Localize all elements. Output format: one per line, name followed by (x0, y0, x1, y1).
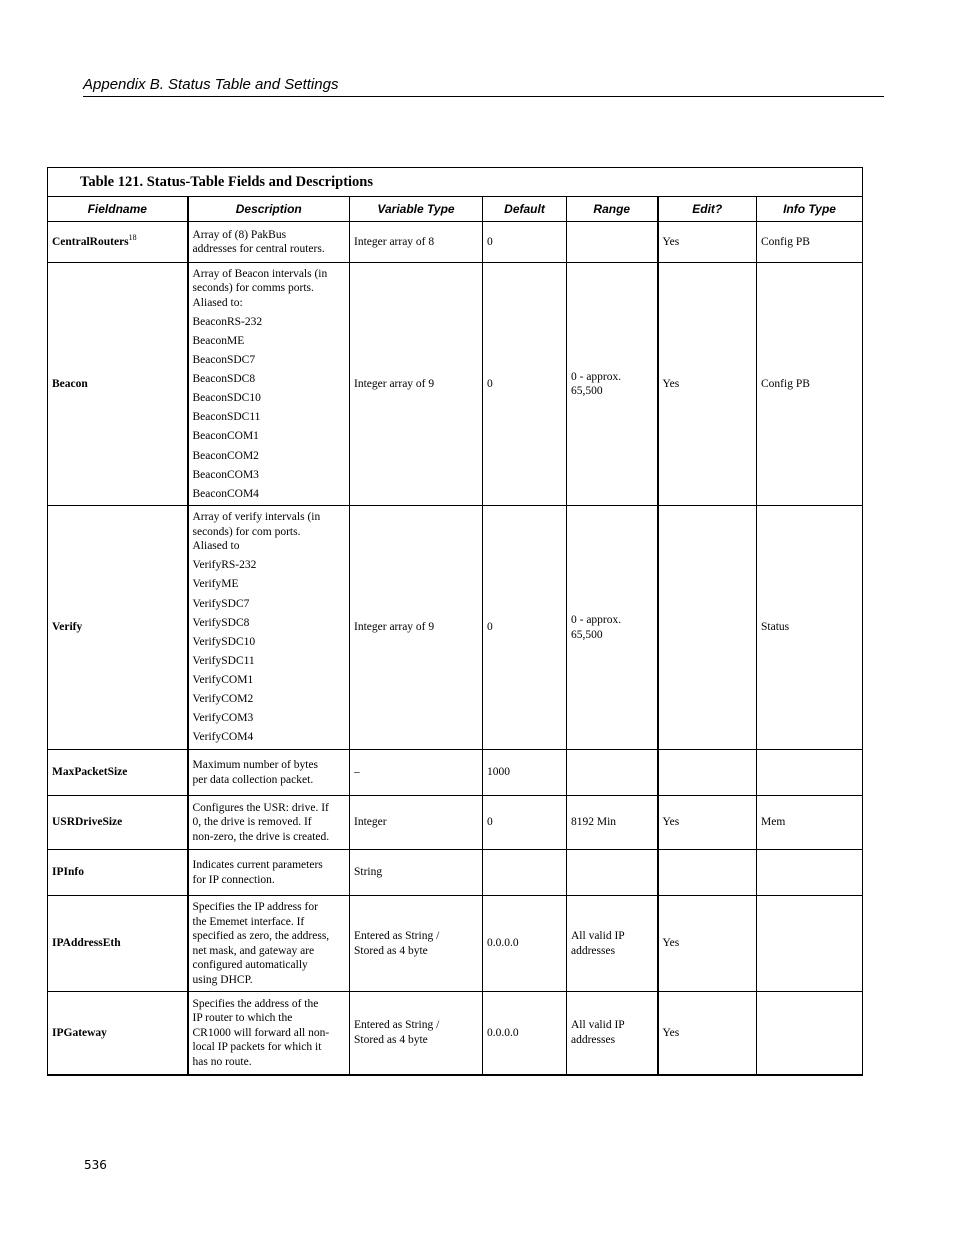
cell-edit (658, 850, 757, 896)
cell-line: VerifySDC11 (192, 654, 255, 667)
cell-line: Configures the USR: drive. If (192, 801, 329, 814)
cell-line: BeaconCOM2 (192, 449, 259, 462)
cell-line: VerifyRS-232 (192, 559, 257, 572)
cell-line: VerifySDC7 (192, 597, 250, 610)
cell-line: Aliased to: (192, 296, 243, 309)
table-header-row (48, 197, 863, 222)
cell-description (188, 992, 350, 1075)
cell-range (567, 992, 658, 1075)
column-header-fieldname: Fieldname (48, 197, 188, 222)
cell-info-type (757, 750, 863, 796)
cell-info-type (757, 896, 863, 992)
footnote-mark: 18 (128, 232, 137, 242)
cell-info-type: Status (757, 506, 863, 750)
cell-fieldname (48, 263, 188, 506)
column-header-info-type: Info Type (757, 197, 863, 222)
cell-line: CR1000 will forward all non- (192, 1026, 330, 1039)
cell-description (188, 750, 350, 796)
cell-variable-type (350, 750, 483, 796)
cell-line: addresses (571, 944, 616, 957)
cell-line: addresses for central routers. (192, 243, 325, 255)
cell-description (188, 506, 350, 750)
cell-line: specified as zero, the address, (192, 930, 330, 942)
cell-line: seconds) for com ports. (192, 525, 301, 538)
cell-fieldname (48, 506, 188, 750)
cell-line: Stored as 4 byte (354, 944, 428, 957)
column-header-description: Description (188, 197, 350, 222)
cell-variable-type (350, 992, 483, 1075)
cell-fieldname (48, 850, 188, 896)
cell-line: 8192 Min (571, 816, 617, 829)
cell-line: local IP packets for which it (192, 1041, 322, 1053)
fieldname-text: MaxPacketSize (52, 766, 128, 779)
cell-line: addresses (571, 1033, 616, 1046)
column-header-variable-type: Variable Type (350, 197, 483, 222)
cell-variable-type (350, 506, 483, 750)
cell-default: 0.0.0.0 (483, 992, 567, 1075)
cell-info-type (757, 850, 863, 896)
cell-line: VerifyCOM4 (192, 731, 254, 744)
cell-fieldname (48, 796, 188, 850)
cell-variable-type (350, 263, 483, 506)
column-header-edit: Edit? (658, 197, 757, 222)
cell-line: has no route. (192, 1055, 252, 1068)
cell-default: 0 (483, 263, 567, 506)
cell-edit (658, 506, 757, 750)
cell-line: BeaconCOM4 (192, 487, 259, 500)
cell-fieldname (48, 896, 188, 992)
cell-line: Indicates current parameters (192, 859, 323, 871)
table-row (48, 796, 863, 850)
cell-line: Integer (354, 816, 387, 829)
cell-description (188, 896, 350, 992)
cell-line: the Ememet interface. If (192, 915, 305, 928)
cell-line: Stored as 4 byte (354, 1033, 428, 1046)
cell-line: Specifies the IP address for (192, 901, 318, 913)
cell-line: VerifyCOM3 (192, 712, 254, 725)
table-row (48, 896, 863, 992)
fieldname-text: IPInfo (52, 866, 84, 879)
fieldname-text: USRDriveSize (52, 816, 123, 829)
cell-variable-type (350, 850, 483, 896)
table-row (48, 506, 863, 750)
cell-line: BeaconCOM3 (192, 468, 259, 481)
table-row (48, 263, 863, 506)
cell-line: Array of (8) PakBus (192, 228, 287, 241)
cell-line: net mask, and gateway are (192, 944, 315, 957)
cell-line: Specifies the address of the (192, 997, 319, 1010)
cell-info-type: Mem (757, 796, 863, 850)
cell-line: VerifyME (192, 578, 239, 591)
cell-description (188, 263, 350, 506)
fieldname-text: Beacon (52, 377, 88, 390)
cell-range (567, 896, 658, 992)
cell-line: – (354, 766, 360, 779)
cell-line: 0 - approx. (571, 614, 622, 626)
cell-edit: Yes (658, 992, 757, 1075)
cell-edit: Yes (658, 796, 757, 850)
header-rule (83, 96, 884, 97)
cell-line: BeaconSDC7 (192, 354, 256, 367)
cell-variable-type (350, 796, 483, 850)
cell-edit (658, 750, 757, 796)
cell-line: Array of Beacon intervals (in (192, 267, 328, 280)
cell-line: Entered as String / (354, 1019, 440, 1032)
table-row (48, 222, 863, 263)
cell-line: Integer array of 8 (354, 235, 435, 248)
cell-range (567, 750, 658, 796)
cell-line: VerifyCOM1 (192, 673, 254, 686)
fieldname-text: CentralRouters (52, 235, 129, 248)
cell-line: All valid IP (571, 930, 625, 942)
cell-line: non-zero, the drive is created. (192, 830, 330, 843)
cell-default: 0 (483, 506, 567, 750)
cell-default (483, 850, 567, 896)
cell-line: VerifySDC8 (192, 616, 250, 629)
cell-line: String (354, 866, 383, 879)
cell-line: VerifyCOM2 (192, 693, 254, 706)
cell-range (567, 222, 658, 263)
cell-description (188, 850, 350, 896)
cell-line: Integer array of 9 (354, 621, 435, 634)
table-row (48, 850, 863, 896)
cell-range (567, 263, 658, 506)
table-body (48, 222, 863, 1075)
cell-line: BeaconSDC11 (192, 411, 261, 424)
cell-info-type: Config PB (757, 263, 863, 506)
cell-line: configured automatically (192, 959, 308, 971)
cell-edit: Yes (658, 896, 757, 992)
table-title: Table 121. Status-Table Fields and Descriptions (48, 168, 863, 197)
cell-line: 0, the drive is removed. If (192, 816, 312, 829)
cell-line: VerifySDC10 (192, 635, 256, 648)
cell-description (188, 796, 350, 850)
cell-fieldname (48, 992, 188, 1075)
cell-line: BeaconSDC8 (192, 373, 256, 386)
cell-fieldname (48, 750, 188, 796)
fieldname-text: IPGateway (52, 1026, 107, 1039)
cell-line: seconds) for comms ports. (192, 282, 314, 295)
column-header-default: Default (483, 197, 567, 222)
cell-range (567, 796, 658, 850)
cell-edit: Yes (658, 263, 757, 506)
cell-default: 1000 (483, 750, 567, 796)
cell-line: IP router to which the (192, 1012, 293, 1024)
cell-line: BeaconME (192, 334, 245, 347)
cell-info-type (757, 992, 863, 1075)
cell-line: BeaconCOM1 (192, 430, 259, 443)
cell-line: 0 - approx. (571, 370, 622, 383)
cell-line: Integer array of 9 (354, 377, 435, 390)
fieldname-text: Verify (52, 621, 83, 634)
cell-description (188, 222, 350, 263)
cell-line: BeaconRS-232 (192, 315, 263, 328)
table-row (48, 750, 863, 796)
fieldname-text: IPAddressEth (52, 937, 121, 950)
cell-range (567, 850, 658, 896)
column-header-range: Range (567, 197, 658, 222)
cell-range (567, 506, 658, 750)
cell-variable-type (350, 896, 483, 992)
page-number: 536 (84, 1158, 107, 1172)
page-header-title: Appendix B. Status Table and Settings (83, 76, 339, 93)
cell-default: 0 (483, 796, 567, 850)
table-row (48, 992, 863, 1075)
cell-default: 0 (483, 222, 567, 263)
cell-fieldname (48, 222, 188, 263)
cell-line: BeaconSDC10 (192, 392, 261, 405)
cell-line: Entered as String / (354, 930, 440, 942)
cell-line: for IP connection. (192, 873, 275, 886)
cell-default: 0.0.0.0 (483, 896, 567, 992)
cell-line: 65,500 (571, 628, 603, 641)
cell-info-type: Config PB (757, 222, 863, 263)
cell-line: All valid IP (571, 1019, 625, 1032)
cell-line: using DHCP. (192, 973, 253, 986)
cell-line: Array of verify intervals (in (192, 511, 321, 524)
cell-line: Aliased to (192, 540, 240, 553)
cell-edit: Yes (658, 222, 757, 263)
cell-line: 65,500 (571, 385, 603, 397)
cell-variable-type (350, 222, 483, 263)
cell-line: Maximum number of bytes (192, 759, 319, 771)
cell-line: per data collection packet. (192, 773, 314, 786)
status-table (47, 167, 863, 1076)
